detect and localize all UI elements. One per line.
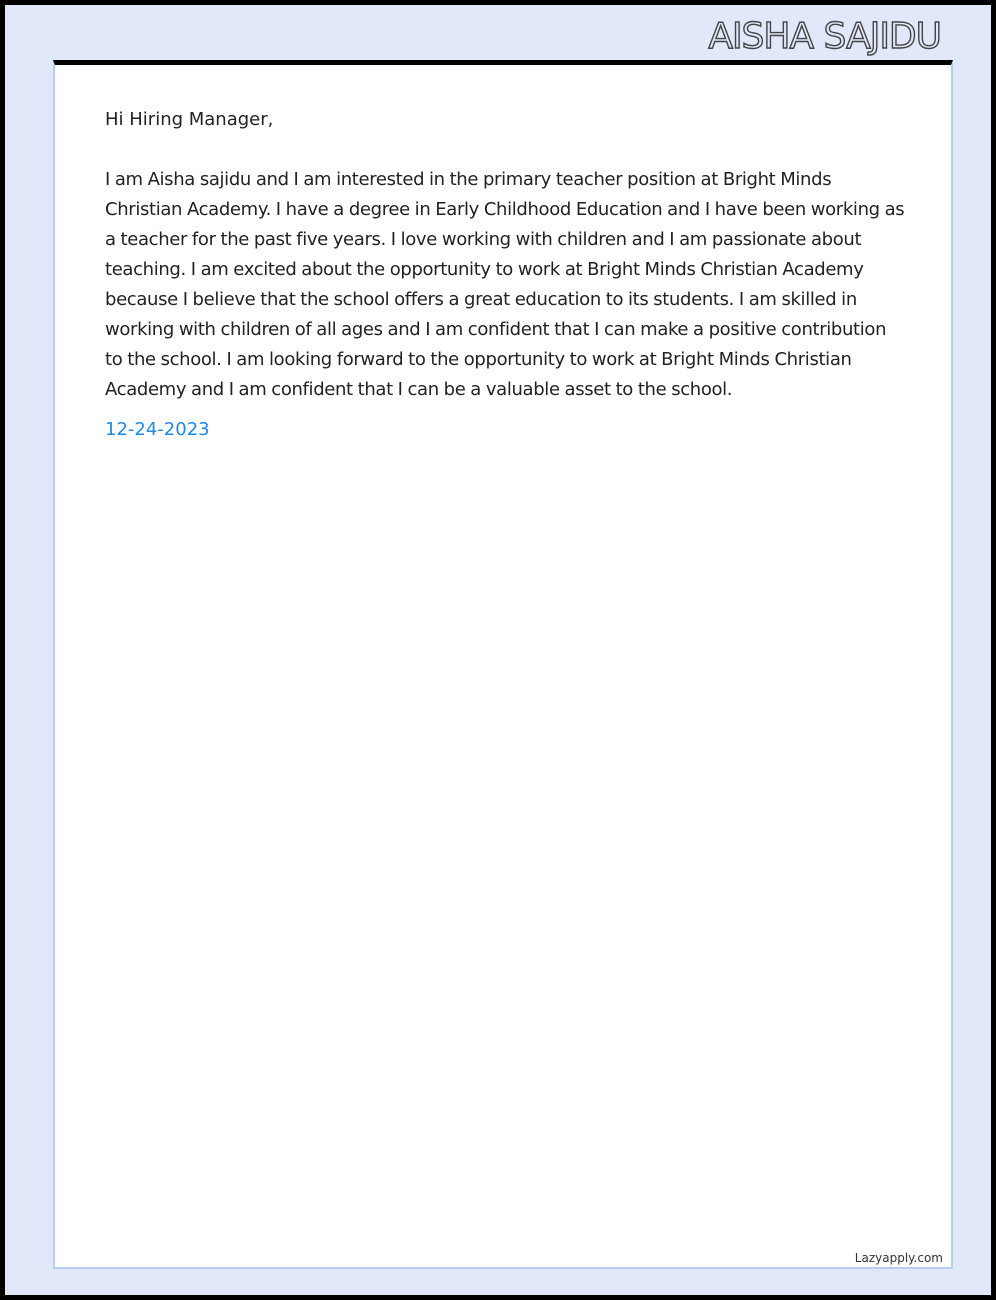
letter-date: 12-24-2023 [105,419,210,440]
letter-greeting: Hi Hiring Manager, [105,109,274,130]
document-frame [5,5,991,1295]
letter-body: I am Aisha sajidu and I am interested in the primary teacher position at Bright Minds Christian Academy. I have a degree in Early Childhood Education and I have been working as a teacher for the past five years. I love working with children and I am passionate about teaching. I am excited about the opportunity to work at Bright Minds Christian Academy because I believe that the school offers a great education to its students. I am skilled in working with children of all ages and I am confident that I can make a positive contribution to the school. I am looking forward to the opportunity to work at Bright Minds Christian Academy and I am confident that I can be a valuable asset to the school. [105,169,905,400]
applicant-name-title: AISHA SAJIDU [708,16,941,57]
letter-page [53,60,953,1269]
footer-brand-label: Lazyapply.com [854,1251,943,1265]
letter-content [105,105,905,445]
